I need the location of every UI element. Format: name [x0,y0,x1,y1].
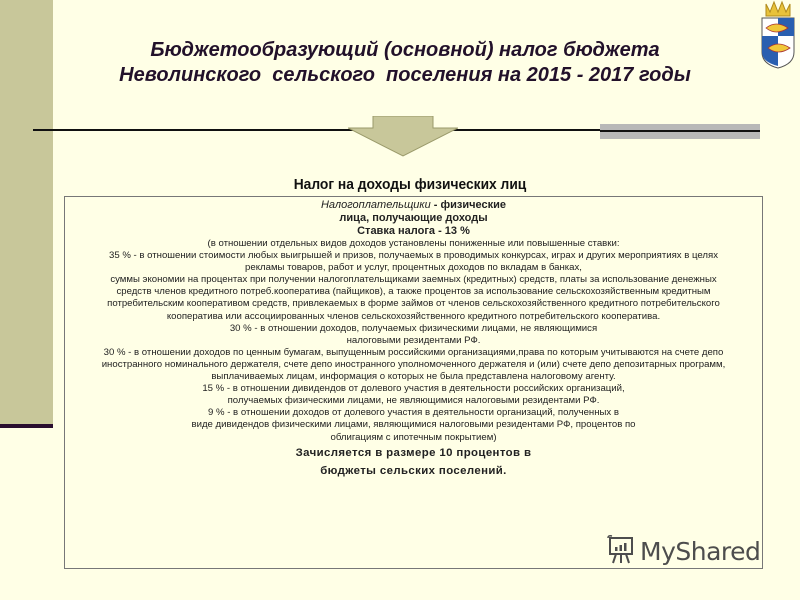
rate-30-nonresident-line: 30 % - в отношении доходов, получаемых физическими лицами, не являющимися [229,322,598,334]
presentation-board-icon [606,534,636,569]
rate-35-line: кооператива или ассоциированных членов сельскохозяйственного кредитного потребительского кооператива. [166,310,661,322]
divider-left [33,129,393,131]
taxpayers-label: Налогоплательщики [320,199,431,211]
rate-9-line: виде дивидендов физическими лицами, являющимися налоговыми резидентами РФ, процентов по [191,419,636,431]
left-bar-underline [0,424,53,428]
rate-30-securities-line: 30 % - в отношении доходов по ценным бумагам, выпущенным российскими организациями,права по которым учитываются на счете депо [103,346,724,358]
myshared-watermark [606,536,760,566]
title-line-2: Неволинского сельского поселения на 2015 - 2017 годы [119,64,691,86]
rate-15-line: 15 % - в отношении дивидендов от долевого участия в деятельности российских организаций, [202,383,625,395]
rate-note: (в отношении отдельных видов доходов установлены пониженные или повышенные ставки: [207,238,620,249]
rate-35-line: потребительским кооперативом средств, привлекаемых в форме займов от членов сельскохозяйственного кредитного потребительского [107,298,720,310]
taxpayers-rest: - физические [430,199,506,211]
rate-35-line: 35 % - в отношении стоимости любых выигрышей и призов, получаемых в проводимых конкурсах, играх и других мероприятиях в целях [108,250,719,262]
taxpayers-line-2: лица, получающие доходы [339,212,488,224]
divider-right [600,130,760,132]
taxpayers-line [64,199,763,212]
rate-9-line: 9 % - в отношении доходов от долевого участия в деятельности организаций, полученных в [208,407,619,419]
rate-35-line: суммы экономии на процентах при получении налогоплательщиками заемных (кредитных) средств, платы за использование денежных [110,274,717,286]
coat-of-arms-icon [756,0,800,70]
watermark-text: MyShared [640,536,761,566]
down-arrow-icon [348,116,458,158]
conclusion-line-2: бюджеты сельских поселений. [320,464,507,477]
conclusion-line-1: Зачисляется в размере 10 процентов в [295,446,532,459]
rate-35-line: рекламы товаров, работ и услуг, процентных доходов по вкладам в банках, [245,262,582,274]
rate-9-line: облигациям с ипотечным покрытием) [330,431,497,443]
rate-30-nonresident-line: налоговыми резидентами РФ. [346,334,481,346]
rate-30-securities-line: иностранного номинального держателя, счете депо иностранного уполномоченного держателя и (или) счете депо депозитарных программ, [101,358,726,370]
tax-rate: Ставка налога - 13 % [357,225,470,237]
rate-30-securities-line: выплачиваемых лицам, информация о которых не была представлена налоговому агенту. [211,371,616,383]
left-decorative-bar [0,0,53,425]
rate-15-line: получаемых физическими лицами, не являющимися налоговыми резидентами РФ. [227,395,600,407]
tax-description [64,199,763,480]
rate-35-line: средств членов кредитного потреб.кооператива (пайщиков), а также процентов за использование сельскохозяйственным кредитным [116,286,711,298]
title-line-1: Бюджетообразующий (основной) налог бюджета [150,39,660,61]
slide-title [60,38,750,88]
section-title: Налог на доходы физических лиц [293,176,527,193]
